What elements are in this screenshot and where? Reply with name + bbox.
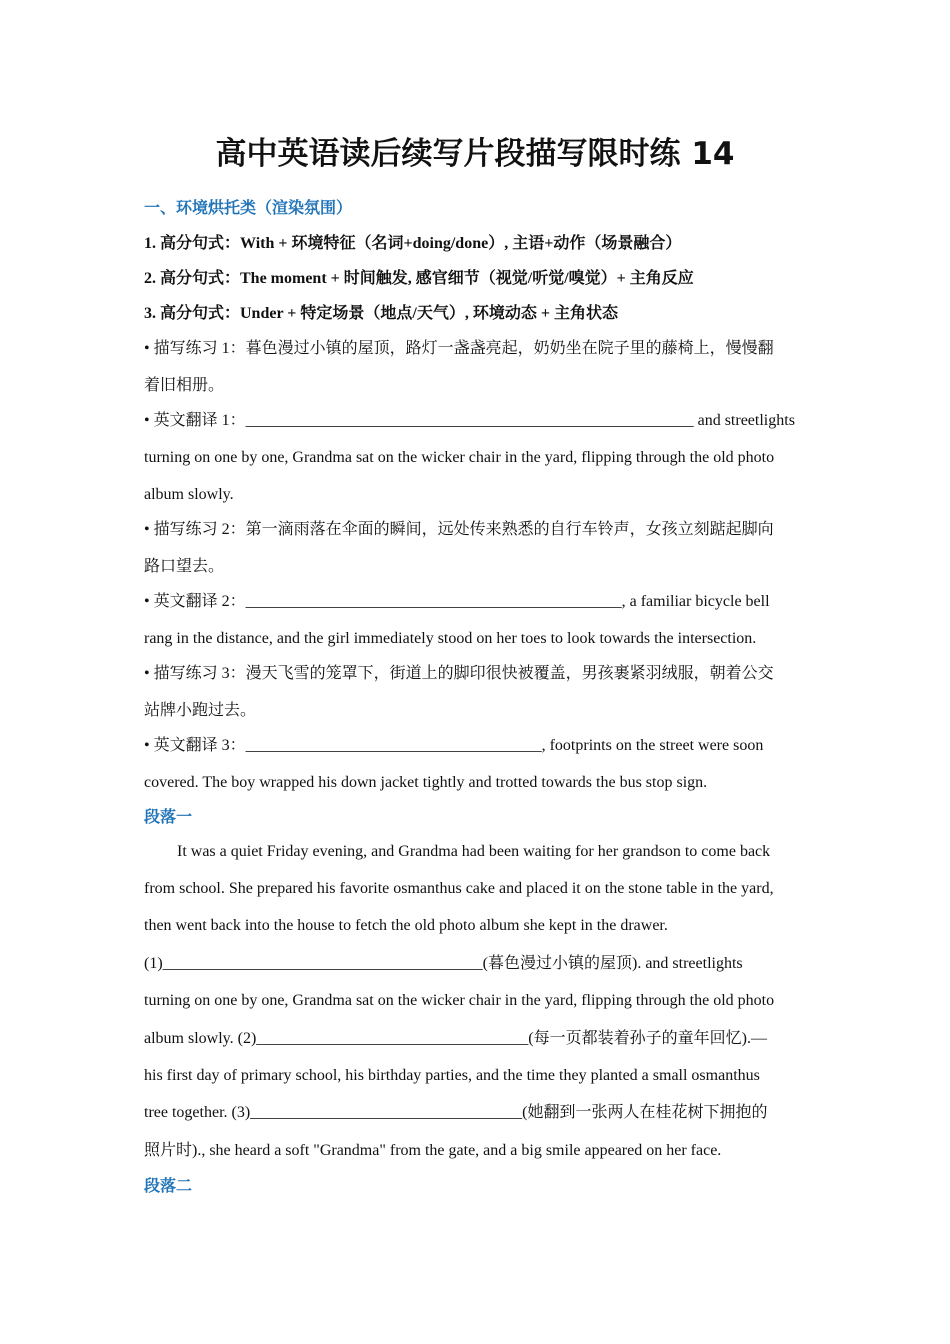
paragraph-1-line: It was a quiet Friday evening, and Grandma had been waiting for her grandson to come back <box>177 843 771 860</box>
practice-3-desc-line1: • 描写练习 3：漫天飞雪的笼罩下，街道上的脚印很快被覆盖，男孩裹紧羽绒服，朝着公交 <box>144 665 774 682</box>
practice-3-trans-line2: covered. The boy wrapped his down jacket tightly and trotted towards the bus stop sign. <box>144 774 708 791</box>
paragraph-1-line: tree together. (3)__________________________________(她翻到一张两人在桂花树下拥抱的 <box>144 1104 768 1121</box>
practice-1-trans-line3: album slowly. <box>144 486 234 503</box>
practice-2-trans-line1: • 英文翻译 2：_______________________________________________, a familiar bicycle bell <box>144 593 770 610</box>
paragraph-1-line: his first day of primary school, his birthday parties, and the time they planted a small osmanthus <box>144 1067 760 1084</box>
paragraph-1-line: 照片时)., she heard a soft "Grandma" from the gate, and a big smile appeared on her face. <box>144 1142 722 1159</box>
paragraph-1-line: from school. She prepared his favorite osmanthus cake and placed it on the stone table in the yard, <box>144 880 774 897</box>
page-title: 高中英语读后续写片段描写限时练 14 <box>215 136 735 172</box>
paragraph-1-line: (1)________________________________________(暮色漫过小镇的屋顶). and streetlights <box>144 955 743 972</box>
practice-1-desc-line1: • 描写练习 1：暮色漫过小镇的屋顶，路灯一盏盏亮起，奶奶坐在院子里的藤椅上，慢慢翻 <box>144 340 774 357</box>
practice-3-desc-line2: 站牌小跑过去。 <box>144 702 257 719</box>
practice-1-desc-line2: 着旧相册。 <box>144 377 225 394</box>
practice-2-desc-line2: 路口望去。 <box>144 558 225 575</box>
paragraph-1-heading: 段落一 <box>144 809 193 826</box>
practice-1-trans-line2: turning on one by one, Grandma sat on the wicker chair in the yard, flipping through the old photo <box>144 449 775 466</box>
practice-3-trans-line1: • 英文翻译 3：_____________________________________, footprints on the street were soon <box>144 737 764 754</box>
practice-2-desc-line1: • 描写练习 2：第一滴雨落在伞面的瞬间，远处传来熟悉的自行车铃声，女孩立刻踮起脚向 <box>144 521 774 538</box>
pattern-3: 3. 高分句式：Under + 特定场景（地点/天气）, 环境动态 + 主角状态 <box>144 305 618 322</box>
section-heading: 一、环境烘托类（渲染氛围） <box>144 200 353 217</box>
paragraph-1-line: turning on one by one, Grandma sat on the wicker chair in the yard, flipping through the old photo <box>144 992 775 1009</box>
practice-1-trans-line1: • 英文翻译 1：________________________________________________________ and streetlights <box>144 412 795 429</box>
pattern-2: 2. 高分句式：The moment + 时间触发, 感官细节（视觉/听觉/嗅觉）+ 主角反应 <box>144 270 694 287</box>
paragraph-2-heading: 段落二 <box>144 1178 193 1195</box>
practice-2-trans-line2: rang in the distance, and the girl immediately stood on her toes to look towards the intersection. <box>144 630 757 647</box>
pattern-1: 1. 高分句式：With + 环境特征（名词+doing/done）, 主语+动作（场景融合） <box>144 235 682 252</box>
paragraph-1-line: then went back into the house to fetch the old photo album she kept in the drawer. <box>144 917 668 934</box>
paragraph-1-line: album slowly. (2)__________________________________(每一页都装着孙子的童年回忆).— <box>144 1030 767 1047</box>
